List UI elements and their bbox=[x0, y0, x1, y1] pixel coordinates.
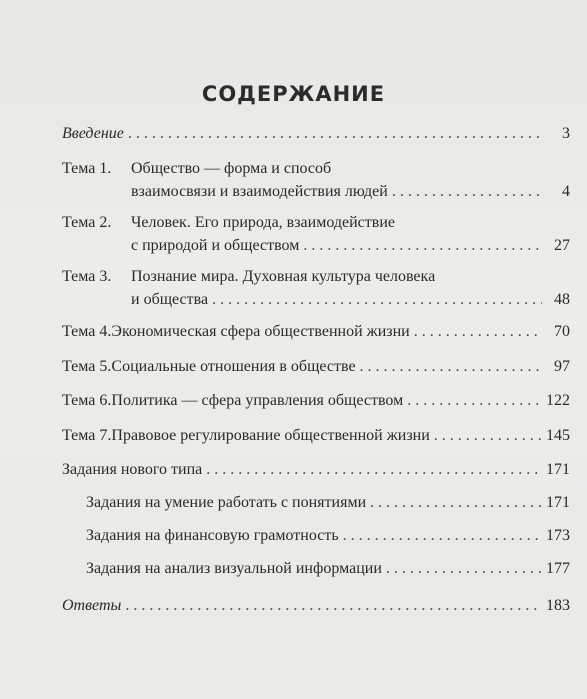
toc-page-number: 145 bbox=[546, 427, 570, 444]
dot-leader bbox=[414, 320, 542, 343]
toc-entry-introduction[interactable] bbox=[62, 122, 570, 145]
toc-entry-label-line1: Познание мира. Духовная культура человека bbox=[131, 268, 436, 285]
dot-leader bbox=[370, 491, 542, 514]
toc-entry-label-line1: Общество — форма и способ bbox=[131, 160, 332, 177]
toc-entry-label: Введение bbox=[62, 125, 124, 142]
dot-leader bbox=[303, 234, 542, 257]
toc-subentry-concepts[interactable] bbox=[62, 491, 570, 514]
toc-page-number: 4 bbox=[562, 183, 570, 200]
toc-subentry-financial-literacy[interactable] bbox=[62, 524, 570, 547]
toc-entry-topic-6[interactable] bbox=[62, 389, 570, 412]
dot-leader bbox=[386, 557, 542, 580]
toc-page-number: 171 bbox=[546, 494, 570, 511]
dot-leader bbox=[407, 389, 542, 412]
dot-leader bbox=[343, 524, 542, 547]
toc-entry-topic-4[interactable] bbox=[62, 320, 570, 343]
dot-leader bbox=[128, 122, 542, 145]
toc-entry-topic-5[interactable] bbox=[62, 355, 570, 378]
dot-leader bbox=[125, 594, 542, 617]
page-title: СОДЕРЖАНИЕ bbox=[201, 82, 386, 106]
toc-subentry-visual-info[interactable] bbox=[62, 557, 570, 580]
toc-page-number: 122 bbox=[546, 392, 570, 409]
toc-entry-label-line1: Человек. Его природа, взаимодействие bbox=[131, 214, 395, 231]
toc-entry-label: Задания нового типа bbox=[62, 461, 203, 478]
toc-page-number: 97 bbox=[554, 358, 570, 375]
dot-leader bbox=[360, 355, 542, 378]
toc-page-number: 183 bbox=[546, 597, 570, 614]
toc-entry-topic-7[interactable] bbox=[62, 424, 570, 447]
toc-page-number: 173 bbox=[546, 527, 570, 544]
dot-leader bbox=[434, 424, 542, 447]
toc-entry-label: Задания на умение работать с понятиями bbox=[86, 494, 367, 511]
toc-entry-label: Социальные отношения в обществе bbox=[111, 358, 356, 375]
toc-entry-label: Задания на анализ визуальной информации bbox=[86, 560, 382, 577]
toc-entry-topic-3[interactable] bbox=[62, 265, 570, 311]
topic-number: Тема 4. bbox=[62, 323, 112, 340]
dot-leader bbox=[212, 288, 542, 311]
toc-entry-label-line2: и общества bbox=[131, 291, 209, 308]
toc-entry-label: Ответы bbox=[62, 597, 122, 614]
topic-number: Тема 2. bbox=[62, 214, 112, 231]
toc-page-number: 48 bbox=[554, 291, 570, 308]
toc-entry-label: Задания на финансовую грамотность bbox=[86, 527, 339, 544]
dot-leader bbox=[206, 458, 542, 481]
toc-entry-label: Политика — сфера управления обществом bbox=[111, 392, 404, 409]
topic-number: Тема 1. bbox=[62, 160, 112, 177]
toc-page-number: 27 bbox=[554, 237, 570, 254]
toc-entry-label: Экономическая сфера общественной жизни bbox=[111, 323, 410, 340]
toc-page-number: 171 bbox=[546, 461, 570, 478]
toc-page-number: 3 bbox=[562, 125, 570, 142]
toc-entry-topic-1[interactable] bbox=[62, 157, 570, 203]
toc-entry-label-line2: взаимосвязи и взаимодействия людей bbox=[131, 183, 388, 200]
toc-entry-topic-2[interactable] bbox=[62, 211, 570, 257]
toc-page-number: 70 bbox=[554, 323, 570, 340]
toc-page-number: 177 bbox=[546, 560, 570, 577]
topic-number: Тема 5. bbox=[62, 358, 112, 375]
toc-entry-answers[interactable] bbox=[62, 594, 570, 617]
toc-entry-new-tasks[interactable] bbox=[62, 458, 570, 481]
topic-number: Тема 6. bbox=[62, 392, 112, 409]
dot-leader bbox=[392, 180, 542, 203]
toc-entry-label-line2: с природой и обществом bbox=[131, 237, 300, 254]
toc-entry-label: Правовое регулирование общественной жизни bbox=[111, 427, 430, 444]
topic-number: Тема 3. bbox=[62, 268, 112, 285]
topic-number: Тема 7. bbox=[62, 427, 112, 444]
